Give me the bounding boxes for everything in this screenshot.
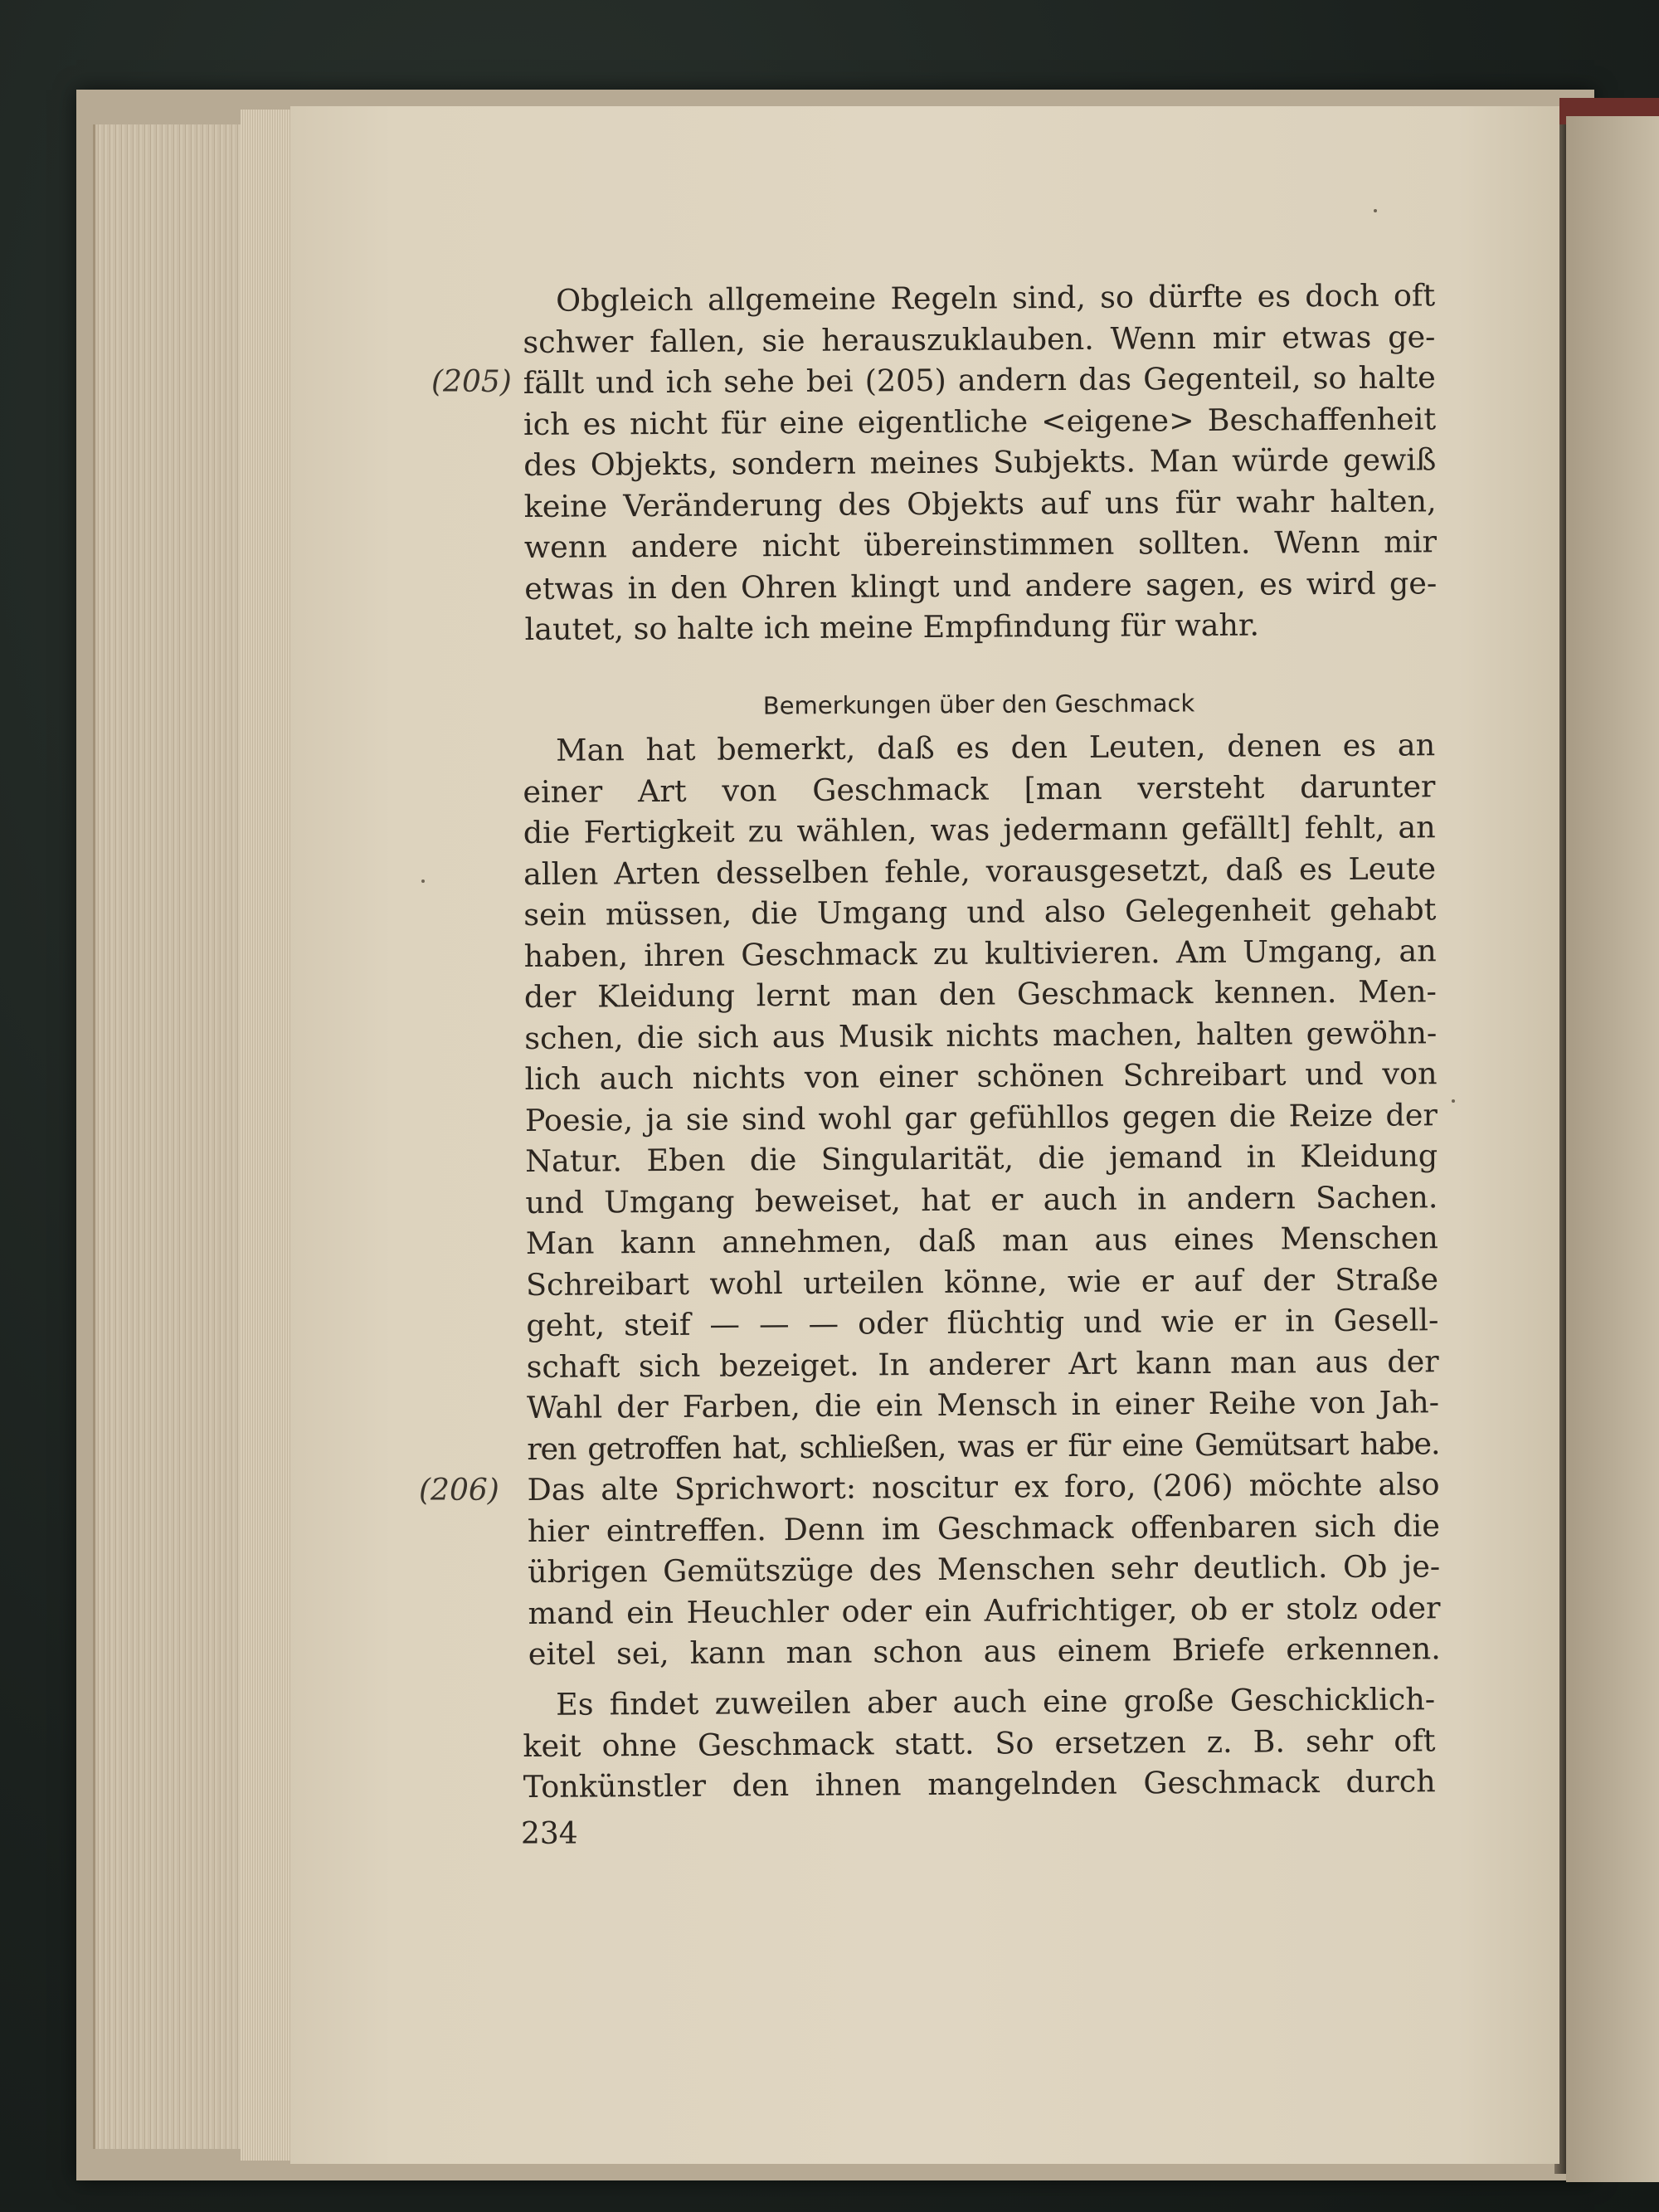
text-line: lautet, so halte ich meine Empfindung für wahr. xyxy=(524,607,1260,647)
section-heading: Bemerkungen über den Geschmack xyxy=(762,689,1195,720)
text-line: des Objekts, sondern meines Subjekts. Man würde gewiß xyxy=(523,441,1437,483)
text-line: geht, steif — — — oder flüchtig und wie er in Gesell- xyxy=(526,1302,1439,1343)
text-line: schaft sich bezeiget. In anderer Art kann man aus der xyxy=(526,1342,1439,1385)
text-line: Tonkünstler den ihnen mangelnden Geschmack durch xyxy=(523,1763,1436,1805)
text-line: die Fertigkeit zu wählen, was jedermann gefällt] fehlt, an xyxy=(523,809,1436,850)
text-line: keine Veränderung des Objekts auf uns für wahr halten, xyxy=(523,482,1437,524)
text-line: Man kann annehmen, daß man aus eines Menschen xyxy=(525,1220,1438,1261)
text-line: haben, ihren Geschmack zu kultivieren. Am Umgang, an xyxy=(523,932,1437,974)
paper-speck xyxy=(421,879,425,883)
text-line: Man hat bemerkt, daß es den Leuten, denen es an xyxy=(556,727,1436,768)
text-line: ren getroffen hat, schließen, was er für eine Gemütsart habe. xyxy=(527,1425,1440,1467)
text-line: schwer fallen, sie herauszuklauben. Wenn mir etwas ge- xyxy=(523,318,1436,360)
text-line: Schreibart wohl urteilen könne, wie er auf der Straße xyxy=(525,1260,1439,1303)
text-line: keit ohne Geschmack statt. So ersetzen z. B. sehr oft xyxy=(523,1722,1436,1764)
text-line: eitel sei, kann man schon aus einem Briefe erkennen. xyxy=(528,1630,1441,1672)
paper-speck xyxy=(1452,1099,1455,1103)
margin-note-205: (205) xyxy=(431,365,512,399)
text-line: wenn andere nicht übereinstimmen sollten. Wenn mir xyxy=(523,524,1438,565)
text-line: der Kleidung lernt man den Geschmack kennen. Men- xyxy=(523,973,1438,1015)
text-line: allen Arten desselben fehle, vorausgesetzt, daß es Leute xyxy=(523,850,1437,892)
text-line: Obgleich allgemeine Regeln sind, so dürfte es doch oft xyxy=(556,277,1436,319)
paragraph-3 xyxy=(523,1678,1436,1807)
text-line: Wahl der Farben, die ein Mensch in einer Reihe von Jah- xyxy=(526,1384,1440,1425)
text-line: und Umgang beweiset, hat er auch in andern Sachen. xyxy=(525,1178,1438,1220)
text-line: übrigen Gemütszüge des Menschen sehr deutlich. Ob je- xyxy=(528,1548,1441,1590)
text-line: sein müssen, die Umgang und also Gelegenheit gehabt xyxy=(523,891,1437,933)
text-line: einer Art von Geschmack [man versteht darunter xyxy=(523,767,1436,810)
page-number: 234 xyxy=(521,1817,578,1851)
paragraph-2 xyxy=(523,724,1441,1674)
text-line: Das alte Sprichwort: noscitur ex foro, (206) möchte also xyxy=(527,1466,1440,1508)
page-edges xyxy=(93,124,261,2149)
text-line: Es findet zuweilen aber auch eine große Geschicklich- xyxy=(556,1681,1436,1722)
text-line: Poesie, ja sie sind wohl gar gefühllos gegen die Reize der xyxy=(524,1096,1438,1138)
text-line: fällt und ich sehe bei (205) andern das Gegenteil, so halte xyxy=(523,359,1436,401)
text-line: etwas in den Ohren klingt und andere sagen, es wird ge- xyxy=(524,564,1438,607)
right-page-edge xyxy=(1566,116,1659,2182)
text-line: mand ein Heuchler oder ein Aufrichtiger, ob er stolz oder xyxy=(528,1589,1441,1631)
text-line: lich auch nichts von einer schönen Schreibart und von xyxy=(524,1055,1438,1097)
text-line: schen, die sich aus Musik nichts machen, halten gewöhn- xyxy=(524,1014,1438,1056)
margin-note-206: (206) xyxy=(419,1474,499,1508)
text-line: Natur. Eben die Singularität, die jemand in Kleidung xyxy=(525,1138,1438,1179)
paragraph-1 xyxy=(523,275,1438,650)
text-line: hier eintreffen. Denn im Geschmack offenbaren sich die xyxy=(527,1507,1441,1549)
text-line: ich es nicht für eine eigentliche <eigene> Beschaffenheit xyxy=(523,400,1437,442)
paper-speck xyxy=(1374,209,1377,212)
